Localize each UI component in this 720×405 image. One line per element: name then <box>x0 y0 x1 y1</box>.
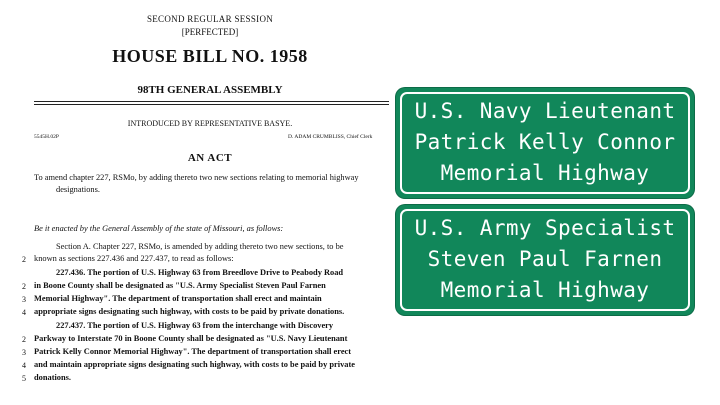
header-rule <box>34 104 389 105</box>
line-number: 2 <box>22 255 26 264</box>
sign-line: Memorial Highway <box>440 161 650 185</box>
line-number: 3 <box>22 295 26 304</box>
section-437-line: and maintain appropriate signs designating such highway, with costs to be paid by private <box>34 360 355 369</box>
bill-code: 5545H.02P <box>34 134 59 140</box>
section-437-line: Patrick Kelly Connor Memorial Highway". The department of transportation shall erect <box>34 347 352 356</box>
purpose-line: designations. <box>56 185 100 194</box>
section-436-line: appropriate signs designating such highway, with costs to be paid by private donations. <box>34 307 345 316</box>
section-437-line: 227.437. The portion of U.S. Highway 63 from the interchange with Discovery <box>56 321 334 330</box>
sign-line: U.S. Army Specialist <box>414 216 676 240</box>
section-437-line: donations. <box>34 373 72 382</box>
header-rule <box>34 101 389 102</box>
navy-memorial-sign <box>396 88 694 198</box>
line-number: 5 <box>22 374 26 383</box>
line-number: 2 <box>22 335 26 344</box>
line-number: 2 <box>22 282 26 291</box>
enacting-clause: Be it enacted by the General Assembly of the state of Missouri, as follows: <box>34 224 284 233</box>
introduced-by: INTRODUCED BY REPRESENTATIVE BASYE. <box>127 119 293 128</box>
line-number: 4 <box>22 308 26 317</box>
army-memorial-sign <box>396 205 694 315</box>
sign-line: Patrick Kelly Connor <box>414 130 676 154</box>
perfected-label: [PERFECTED] <box>181 27 239 37</box>
line-number: 3 <box>22 348 26 357</box>
section-436-line: in Boone County shall be designated as "U.S. Army Specialist Steven Paul Farnen <box>34 281 326 290</box>
session-label: SECOND REGULAR SESSION <box>146 14 274 24</box>
section-436-line: Memorial Highway". The department of transportation shall erect and maintain <box>34 294 322 303</box>
bill-title: HOUSE BILL NO. 1958 <box>112 46 308 66</box>
chief-clerk: D. ADAM CRUMBLISS, Chief Clerk <box>288 134 373 140</box>
section-437-line: Parkway to Interstate 70 in Boone County shall be designated as "U.S. Navy Lieutenant <box>34 334 348 343</box>
sign-line: Steven Paul Farnen <box>427 247 663 271</box>
purpose-line: To amend chapter 227, RSMo, by adding thereto two new sections relating to memorial highway <box>34 173 359 182</box>
highway-signs <box>396 88 694 316</box>
sign-line: U.S. Navy Lieutenant <box>414 99 676 123</box>
line-number: 4 <box>22 361 26 370</box>
sign-line: Memorial Highway <box>440 278 650 302</box>
assembly-label: 98TH GENERAL ASSEMBLY <box>137 84 283 96</box>
act-heading: AN ACT <box>187 152 233 164</box>
section-436-line: 227.436. The portion of U.S. Highway 63 from Breedlove Drive to Peabody Road <box>56 268 344 277</box>
section-a-line: known as sections 227.436 and 227.437, to read as follows: <box>34 254 234 263</box>
section-a-line: Section A. Chapter 227, RSMo, is amended by adding thereto two new sections, to be <box>56 242 344 251</box>
